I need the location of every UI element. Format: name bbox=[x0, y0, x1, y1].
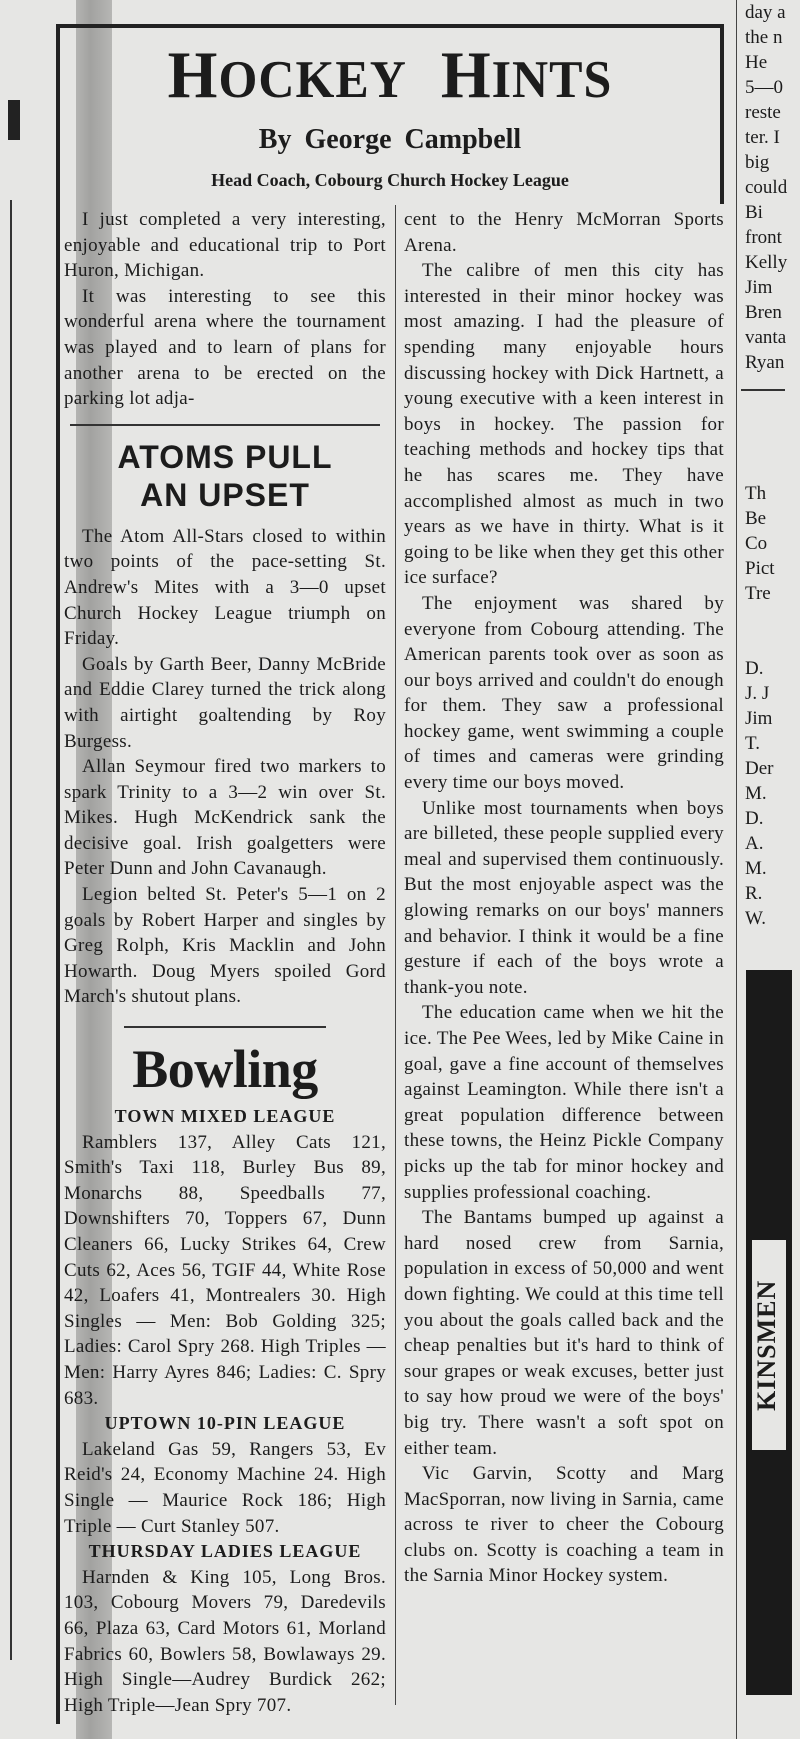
fragment-group bbox=[737, 656, 800, 931]
paragraph: The enjoyment was shared by everyone from Cobourg attending. The American parents took over as soon as our boys arrived and couldn't do enough for them. They saw a professional hockey game, went swimming a couple of times and cameras were grinding every time our boys moved. bbox=[404, 592, 724, 794]
paragraph: I just completed a very interesting, enjoyable and educational trip to Port Huron, Michigan. bbox=[64, 209, 386, 282]
text-fragment: day a bbox=[745, 2, 786, 23]
section-rule bbox=[70, 424, 380, 426]
league-results: Ramblers 137, Alley Cats 121, Smith's Taxi 118, Burley Bus 89, Monarchs 88, Speedballs 77, Downshifters 70, Toppers 67, Dunn Cleaners 66, Lucky Strikes 64, Crew Cuts 62, Aces 56, TGIF 44, White Rose 42, Loafers 41, Montrealers 30. High Singles — Men: Bob Golding 325; Ladies: Carol Spry 268. High Triples — Men: Harry Ayres 846; Ladies: C. Spry 683. bbox=[64, 1131, 386, 1409]
text-fragment: J. J bbox=[745, 683, 770, 704]
left-column bbox=[64, 207, 386, 1718]
text-fragment: the n bbox=[745, 27, 783, 48]
text-fragment: Jim bbox=[745, 708, 773, 729]
paragraph: The calibre of men this city has interested in their minor hockey was most amazing. I had the pleasure of spending many enjoyable hours discussing hockey with Dick Hartnett, a young executive with a keen interest in boys in hockey. The passion for teaching methods and hockey tips that he has scares me. They have accomplished almost as much in two years as we have in thirty. What is it going to be like when they get this other ice surface? bbox=[404, 260, 724, 589]
text-fragment: T. bbox=[745, 733, 760, 754]
text-fragment: D. bbox=[745, 808, 764, 829]
paragraph: cent to the Henry McMorran Sports Arena. bbox=[404, 209, 724, 256]
text-fragment: M. bbox=[745, 858, 767, 879]
atoms-headline bbox=[64, 438, 386, 514]
text-fragment: M. bbox=[745, 783, 767, 804]
text-fragment: Ryan bbox=[745, 352, 785, 373]
fragment-group bbox=[737, 0, 800, 375]
text-fragment: D. bbox=[745, 658, 764, 679]
text-fragment: vanta bbox=[745, 327, 787, 348]
column-title bbox=[60, 36, 720, 114]
headline-line: ATOMS PULL bbox=[117, 438, 333, 475]
league-name: THURSDAY LADIES LEAGUE bbox=[88, 1541, 362, 1562]
text-fragment: Kelly bbox=[745, 252, 788, 273]
text-fragment: Bi bbox=[745, 202, 763, 223]
text-fragment: Jim bbox=[745, 277, 773, 298]
paragraph: Goals by Garth Beer, Danny McBride and Eddie Clarey turned the trick along with airtight goaltending by Roy Burgess. bbox=[64, 653, 386, 752]
section-rule bbox=[741, 389, 785, 391]
paragraph: Vic Garvin, Scotty and Marg MacSporran, now living in Sarnia, came across te river to cheer the Cobourg clubs on. Scotty is coaching a team in the Sarnia Minor Hockey system. bbox=[404, 1463, 724, 1587]
text-fragment: R. bbox=[745, 883, 763, 904]
column-divider bbox=[395, 205, 396, 1705]
text-fragment: A. bbox=[745, 833, 764, 854]
text-fragment: front bbox=[745, 227, 782, 248]
text-fragment: ter. I bbox=[745, 127, 780, 148]
paragraph: The education came when we hit the ice. The Pee Wees, led by Mike Caine in goal, gave a fine account of themselves against Leamington. While there isn't a great population difference between these towns, the Heinz Pickle Company picks up the tab for minor hockey and supplies professional coaching. bbox=[404, 1002, 724, 1203]
headline-line: AN UPSET bbox=[140, 476, 310, 513]
adjacent-frame-line bbox=[10, 200, 18, 1660]
text-fragment: Co bbox=[745, 533, 768, 554]
text-fragment: Be bbox=[745, 508, 767, 529]
author-subtitle: Head Coach, Cobourg Church Hockey League bbox=[211, 170, 569, 190]
bowling-headline: Bowling bbox=[132, 1039, 318, 1100]
page-edge-mark bbox=[8, 100, 20, 140]
league-results: Lakeland Gas 59, Rangers 53, Ev Reid's 24, Economy Machine 24. High Single — Maurice Rock 186; High Triple — Curt Stanley 507. bbox=[64, 1438, 386, 1537]
right-column bbox=[404, 207, 724, 1589]
text-fragment: He bbox=[745, 52, 768, 73]
byline: By George Campbell bbox=[258, 124, 522, 155]
paragraph: The Atom All-Stars closed to within two points of the pace-setting St. Andrew's Mites with a 3—0 upset Church Hockey League triumph on Friday. bbox=[64, 525, 386, 650]
text-fragment: Der bbox=[745, 758, 774, 779]
box-border-left bbox=[56, 24, 60, 1724]
paragraph: Legion belted St. Peter's 5—1 on 2 goals by Robert Harper and singles by Greg Rolph, Kris Macklin and John Howarth. Doug Myers spoiled Gord March's shutout plans. bbox=[64, 884, 386, 1008]
text-fragment: W. bbox=[745, 908, 766, 929]
league-name: UPTOWN 10-PIN LEAGUE bbox=[104, 1413, 346, 1434]
section-rule bbox=[124, 1026, 326, 1028]
text-fragment: reste bbox=[745, 102, 781, 123]
paragraph: Allan Seymour fired two markers to spark Trinity to a 3—2 win over St. Mikes. Hugh McKendrick sank the decisive goal. Irish goalgetters were Peter Dunn and John Cavanaugh. bbox=[64, 756, 386, 880]
text-fragment: Th bbox=[745, 483, 767, 504]
text-fragment: could bbox=[745, 177, 788, 198]
paragraph: It was interesting to see this wonderful arena where the tournament was played and to learn of plans for another arena to be erected on the parking lot adja- bbox=[64, 285, 386, 410]
text-fragment: Pict bbox=[745, 558, 775, 579]
paragraph: The Bantams bumped up against a hard nosed crew from Sarnia, population in excess of 50,000 and went down fighting. We could at this time tell you about the goals called back and the cheap penalties but it's hard to think of sour grapes or weak excuses, better just to say how proud we were of the boys' big try. There wasn't a soft spot on either team. bbox=[404, 1207, 724, 1459]
text-fragment: Tre bbox=[745, 583, 771, 604]
fragment-group bbox=[737, 481, 800, 606]
kinsmen-ad-text: KINSMEN bbox=[752, 1279, 781, 1411]
box-border-right bbox=[720, 24, 724, 204]
text-fragment: 5—0 bbox=[745, 77, 783, 98]
title-initial: H bbox=[440, 37, 492, 112]
title-word: INTS bbox=[491, 49, 613, 109]
text-fragment: Bren bbox=[745, 302, 782, 323]
title-initial: H bbox=[167, 37, 219, 112]
paragraph: Unlike most tournaments when boys are billeted, these people supplied every meal and supervised them continuously. But the most enjoyable aspect was the glowing remarks on our boys' manners and behavior. I think it would be a fine gesture if each of the boys wrote a thank-you note. bbox=[404, 797, 724, 998]
league-name: TOWN MIXED LEAGUE bbox=[114, 1106, 336, 1127]
league-results: Harnden & King 105, Long Bros. 103, Cobourg Movers 79, Daredevils 66, Plaza 63, Card Motors 61, Morland Fabrics 60, Bowlers 58, Bowlaways 29. High Single—Audrey Burdick 262; High Triple—Jean Spry 707. bbox=[64, 1566, 386, 1716]
text-fragment: big bbox=[745, 152, 770, 173]
title-word: OCKEY bbox=[218, 49, 407, 109]
box-border-top bbox=[56, 24, 724, 28]
